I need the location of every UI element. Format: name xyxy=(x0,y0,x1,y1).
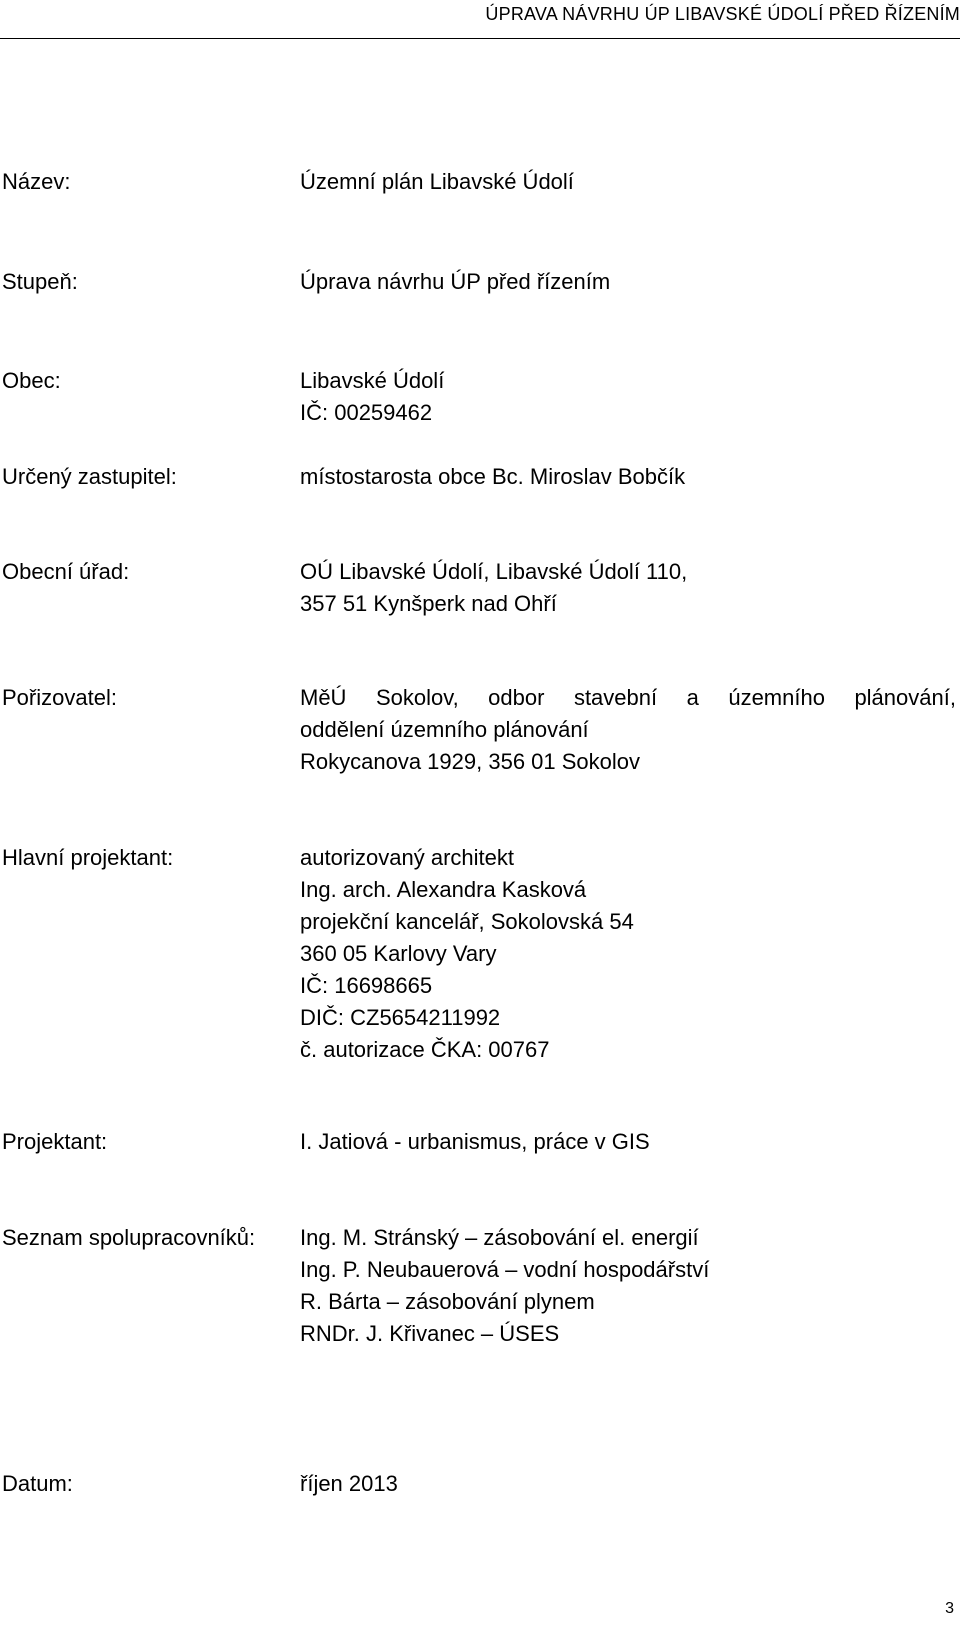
spolupracovnici-label: Seznam spolupracovníků: xyxy=(2,1225,256,1250)
hlavni-projektant-line-7: č. autorizace ČKA: 00767 xyxy=(300,1037,550,1062)
porizovatel-word: stavební xyxy=(573,685,658,710)
porizovatel-word: Sokolov, xyxy=(375,685,459,710)
nazev-label: Název: xyxy=(2,169,71,194)
spolupracovnik-line-4: RNDr. J. Křivanec – ÚSES xyxy=(300,1321,560,1346)
porizovatel-label: Pořizovatel: xyxy=(2,685,117,710)
hlavni-projektant-line-6: DIČ: CZ5654211992 xyxy=(300,1005,501,1030)
obec-label: Obec: xyxy=(2,368,61,393)
hlavni-projektant-line-4: 360 05 Karlovy Vary xyxy=(300,941,497,966)
page-header-title: ÚPRAVA NÁVRHU ÚP LIBAVSKÉ ÚDOLÍ PŘED ŘÍZENÍM xyxy=(485,4,960,24)
porizovatel-word: odbor xyxy=(488,685,545,710)
header-rule xyxy=(0,38,960,39)
page-number: 3 xyxy=(945,1600,954,1617)
porizovatel-word: územního xyxy=(728,685,825,710)
spolupracovnik-line-2: Ing. P. Neubauerová – vodní hospodářství xyxy=(300,1257,710,1282)
projektant-value: I. Jatiová - urbanismus, práce v GIS xyxy=(300,1129,650,1154)
urad-label: Obecní úřad: xyxy=(2,559,130,584)
porizovatel-word: MěÚ xyxy=(300,685,347,710)
spolupracovnik-line-1: Ing. M. Stránský – zásobování el. energií xyxy=(300,1225,699,1250)
datum-label: Datum: xyxy=(2,1471,73,1496)
porizovatel-value-line-2: oddělení územního plánování xyxy=(300,717,589,742)
porizovatel-value-line-3: Rokycanova 1929, 356 01 Sokolov xyxy=(300,749,641,774)
porizovatel-word: a xyxy=(686,685,699,710)
obec-value-line-1: Libavské Údolí xyxy=(300,368,445,393)
urad-value-line-1: OÚ Libavské Údolí, Libavské Údolí 110, xyxy=(300,559,688,584)
stupen-value: Úprava návrhu ÚP před řízením xyxy=(300,269,611,294)
porizovatel-value-line-1 xyxy=(300,682,956,714)
hlavni-projektant-label: Hlavní projektant: xyxy=(2,845,174,870)
projektant-label: Projektant: xyxy=(2,1129,108,1154)
urad-value-line-2: 357 51 Kynšperk nad Ohří xyxy=(300,591,557,616)
stupen-label: Stupeň: xyxy=(2,269,78,294)
porizovatel-word: plánování, xyxy=(854,685,956,710)
datum-value: říjen 2013 xyxy=(300,1471,398,1496)
zastupitel-label: Určený zastupitel: xyxy=(2,464,177,489)
spolupracovnik-line-3: R. Bárta – zásobování plynem xyxy=(300,1289,595,1314)
hlavni-projektant-line-3: projekční kancelář, Sokolovská 54 xyxy=(300,909,634,934)
hlavni-projektant-line-1: autorizovaný architekt xyxy=(300,845,514,870)
hlavni-projektant-line-2: Ing. arch. Alexandra Kasková xyxy=(300,877,587,902)
zastupitel-value: místostarosta obce Bc. Miroslav Bobčík xyxy=(300,464,686,489)
hlavni-projektant-line-5: IČ: 16698665 xyxy=(300,973,433,998)
nazev-value: Územní plán Libavské Údolí xyxy=(300,169,574,194)
obec-value-line-2: IČ: 00259462 xyxy=(300,400,433,425)
